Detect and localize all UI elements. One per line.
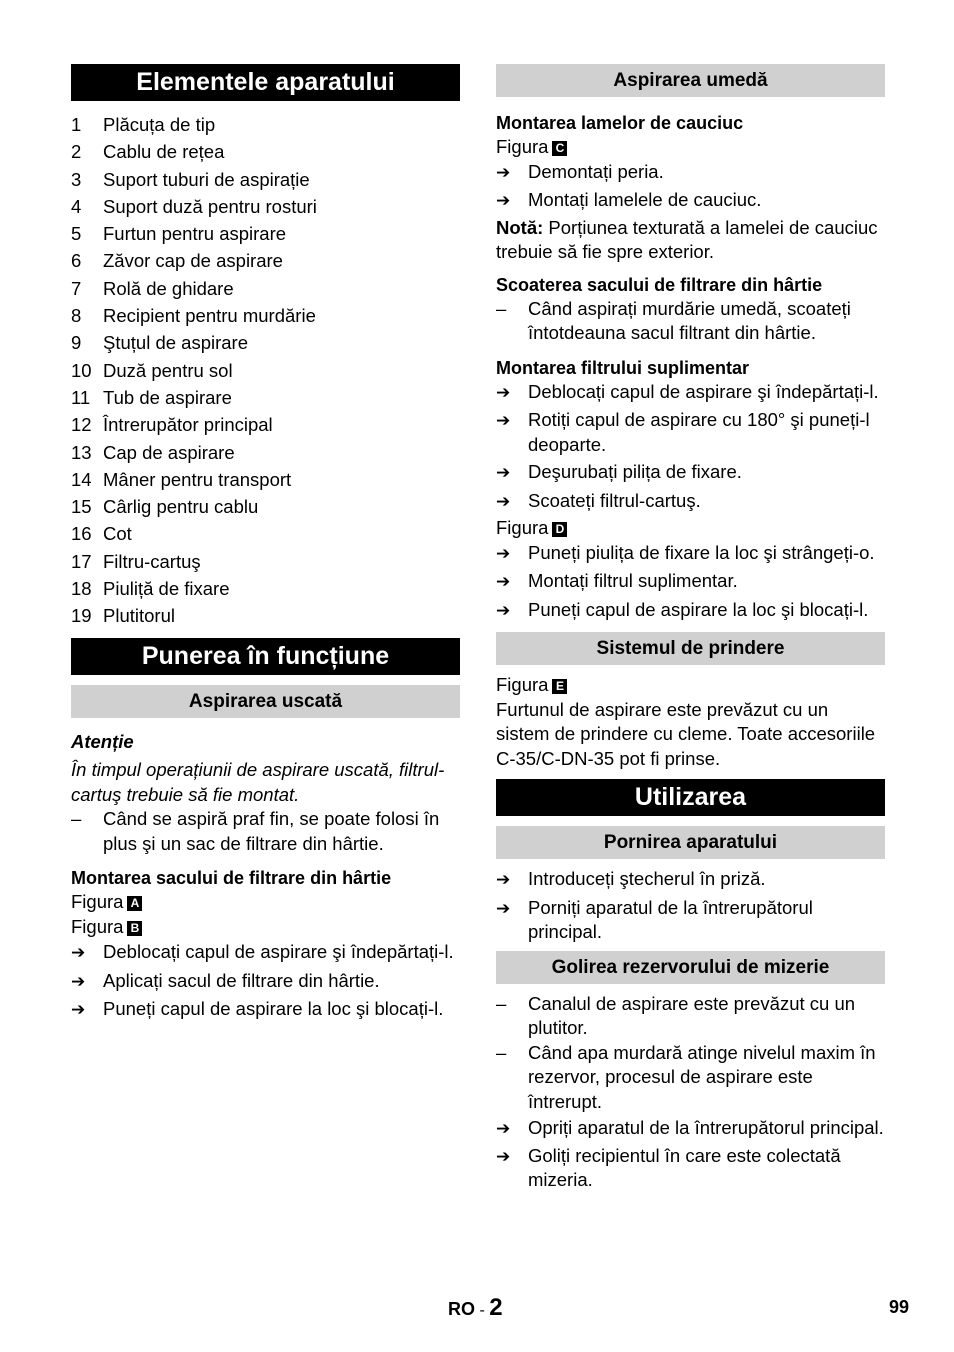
list-item: ➔ Scoateți filtrul-cartuş. bbox=[496, 489, 885, 515]
subheading-start-device: Pornirea aparatului bbox=[496, 826, 885, 859]
arrow-right-icon bbox=[496, 489, 528, 515]
figure-d-badge: D bbox=[552, 522, 567, 537]
list-item: ➔ Puneți piulița de fixare la loc şi strângeți-o. bbox=[496, 541, 885, 567]
arrow-right-icon bbox=[496, 569, 528, 595]
arrow-right-icon bbox=[496, 541, 528, 567]
arrow-right-icon bbox=[496, 896, 528, 945]
subheading-empty-container: Golirea rezervorului de mizerie bbox=[496, 951, 885, 984]
list-item: 4 Suport duză pentru rosturi bbox=[71, 195, 317, 217]
arrow-right-icon bbox=[496, 598, 528, 624]
heading-commissioning: Punerea în funcțiune bbox=[71, 638, 460, 675]
dash-bullet bbox=[71, 807, 103, 856]
list-item: ➔ Montați filtrul suplimentar. bbox=[496, 569, 885, 595]
heading-usage: Utilizarea bbox=[496, 779, 885, 816]
figure-ref: Figura B bbox=[71, 915, 460, 940]
arrow-right-icon bbox=[496, 867, 528, 893]
list-item: ➔ Porniți aparatul de la întrerupătorul principal. bbox=[496, 896, 885, 945]
arrow-right-icon bbox=[71, 940, 103, 966]
list-item: 7 Rolă de ghidare bbox=[71, 277, 234, 299]
list-item: 17 Filtru-cartuş bbox=[71, 550, 201, 572]
figure-ref: Figura E bbox=[496, 673, 885, 698]
arrow-right-icon bbox=[496, 1144, 528, 1193]
arrow-right-icon bbox=[71, 969, 103, 995]
arrow-right-icon bbox=[496, 408, 528, 457]
list-item: 3 Suport tuburi de aspirație bbox=[71, 168, 310, 190]
figure-c-badge: C bbox=[552, 141, 567, 156]
list-item: 12 Întrerupător principal bbox=[71, 414, 273, 436]
list-item: ➔ Puneți capul de aspirare la loc şi blocați-l. bbox=[71, 997, 460, 1023]
list-item: 9 Ştuțul de aspirare bbox=[71, 332, 249, 354]
bag-mounting-title: Montarea sacului de filtrare din hârtie bbox=[71, 868, 392, 889]
list-item: ➔ Rotiți capul de aspirare cu 180° şi puneți-l deoparte. bbox=[496, 408, 885, 457]
list-item: ➔ Montați lamelele de cauciuc. bbox=[496, 188, 885, 214]
heading-device-elements: Elementele aparatului bbox=[71, 64, 460, 101]
attention-title: Atenție bbox=[71, 730, 134, 752]
clip-text: Furtunul de aspirare este prevăzut cu un sistem de prindere cu cleme. Toate accesoriile C-35/C-DN-35 pot fi prinse. bbox=[496, 698, 876, 769]
remove-bag-title: Scoaterea sacului de filtrare din hârtie bbox=[496, 274, 823, 295]
list-item: ➔ Deşurubați pilița de fixare. bbox=[496, 460, 885, 486]
figure-ref: Figura C bbox=[496, 135, 885, 160]
arrow-right-icon bbox=[496, 380, 528, 406]
list-item: ➔ Goliți recipientul în care este colectată mizeria. bbox=[496, 1144, 885, 1193]
list-item: 1 Plăcuța de tip bbox=[71, 114, 216, 135]
list-item: 10 Duză pentru sol bbox=[71, 359, 233, 381]
list-item: 5 Furtun pentru aspirare bbox=[71, 223, 287, 245]
list-item: – Când apa murdară atinge nivelul maxim în rezervor, procesul de aspirare este întrerupt. bbox=[496, 1041, 885, 1115]
list-item: ➔ Puneți capul de aspirare la loc şi blocați-l. bbox=[496, 598, 885, 624]
arrow-right-icon bbox=[496, 160, 528, 186]
subheading-dry-vacuuming: Aspirarea uscată bbox=[71, 685, 460, 718]
footer-language-section: RO - 2 bbox=[448, 1294, 503, 1321]
attention-text: În timpul operațiunii de aspirare uscată, filtrul-cartuş trebuie să fie montat. bbox=[71, 759, 445, 805]
left-column bbox=[71, 64, 460, 1023]
list-item: ➔ Deblocați capul de aspirare şi îndepărtați-l. bbox=[71, 940, 460, 966]
dash-bullet bbox=[496, 992, 528, 1041]
subheading-wet-vacuuming: Aspirarea umedă bbox=[496, 64, 885, 97]
list-item: ➔ Aplicați sacul de filtrare din hârtie. bbox=[71, 969, 460, 995]
list-item: ➔ Deblocați capul de aspirare şi îndepărtați-l. bbox=[496, 380, 885, 406]
figure-ref: Figura A bbox=[71, 890, 460, 915]
list-item: ➔ Opriți aparatul de la întrerupătorul principal. bbox=[496, 1116, 885, 1142]
list-item: 18 Piuliță de fixare bbox=[71, 578, 230, 600]
list-item: – Canalul de aspirare este prevăzut cu un plutitor. bbox=[496, 992, 885, 1041]
dash-bullet bbox=[496, 297, 528, 346]
list-item: ➔ Introduceți ştecherul în priză. bbox=[496, 867, 885, 893]
list-item: – Când aspirați murdărie umedă, scoateți întotdeauna sacul filtrant din hârtie. bbox=[496, 297, 885, 346]
lamels-mounting-title: Montarea lamelor de cauciuc bbox=[496, 113, 744, 133]
subheading-clip-system: Sistemul de prindere bbox=[496, 632, 885, 665]
list-item: 11 Tub de aspirare bbox=[71, 386, 232, 408]
arrow-right-icon bbox=[71, 997, 103, 1023]
dash-bullet bbox=[496, 1041, 528, 1115]
right-column bbox=[496, 64, 885, 1193]
list-item: 16 Cot bbox=[71, 523, 132, 545]
extra-filter-title: Montarea filtrului suplimentar bbox=[496, 357, 750, 378]
page-number: 99 bbox=[889, 1297, 910, 1317]
list-item: 19 Plutitorul bbox=[71, 605, 175, 627]
list-item: 8 Recipient pentru murdărie bbox=[71, 305, 316, 327]
list-item: 14 Mâner pentru transport bbox=[71, 468, 292, 490]
list-item: 6 Zăvor cap de aspirare bbox=[71, 250, 283, 272]
list-item: 13 Cap de aspirare bbox=[71, 441, 235, 463]
arrow-right-icon bbox=[496, 460, 528, 486]
list-item: 2 Cablu de rețea bbox=[71, 141, 225, 163]
parts-list bbox=[71, 111, 460, 630]
note-text: Notă: Porțiunea texturată a lamelei de cauciuc trebuie să fie spre exterior. bbox=[496, 216, 878, 262]
arrow-right-icon bbox=[496, 188, 528, 214]
figure-b-badge: B bbox=[127, 921, 142, 936]
list-item: – Când se aspiră praf fin, se poate folosi în plus şi un sac de filtrare din hârtie. bbox=[71, 807, 460, 856]
list-item: 15 Cârlig pentru cablu bbox=[71, 496, 259, 518]
arrow-right-icon bbox=[496, 1116, 528, 1142]
list-item: ➔ Demontați peria. bbox=[496, 160, 885, 186]
figure-e-badge: E bbox=[552, 679, 567, 694]
figure-ref: Figura D bbox=[496, 516, 885, 541]
figure-a-badge: A bbox=[127, 896, 142, 911]
